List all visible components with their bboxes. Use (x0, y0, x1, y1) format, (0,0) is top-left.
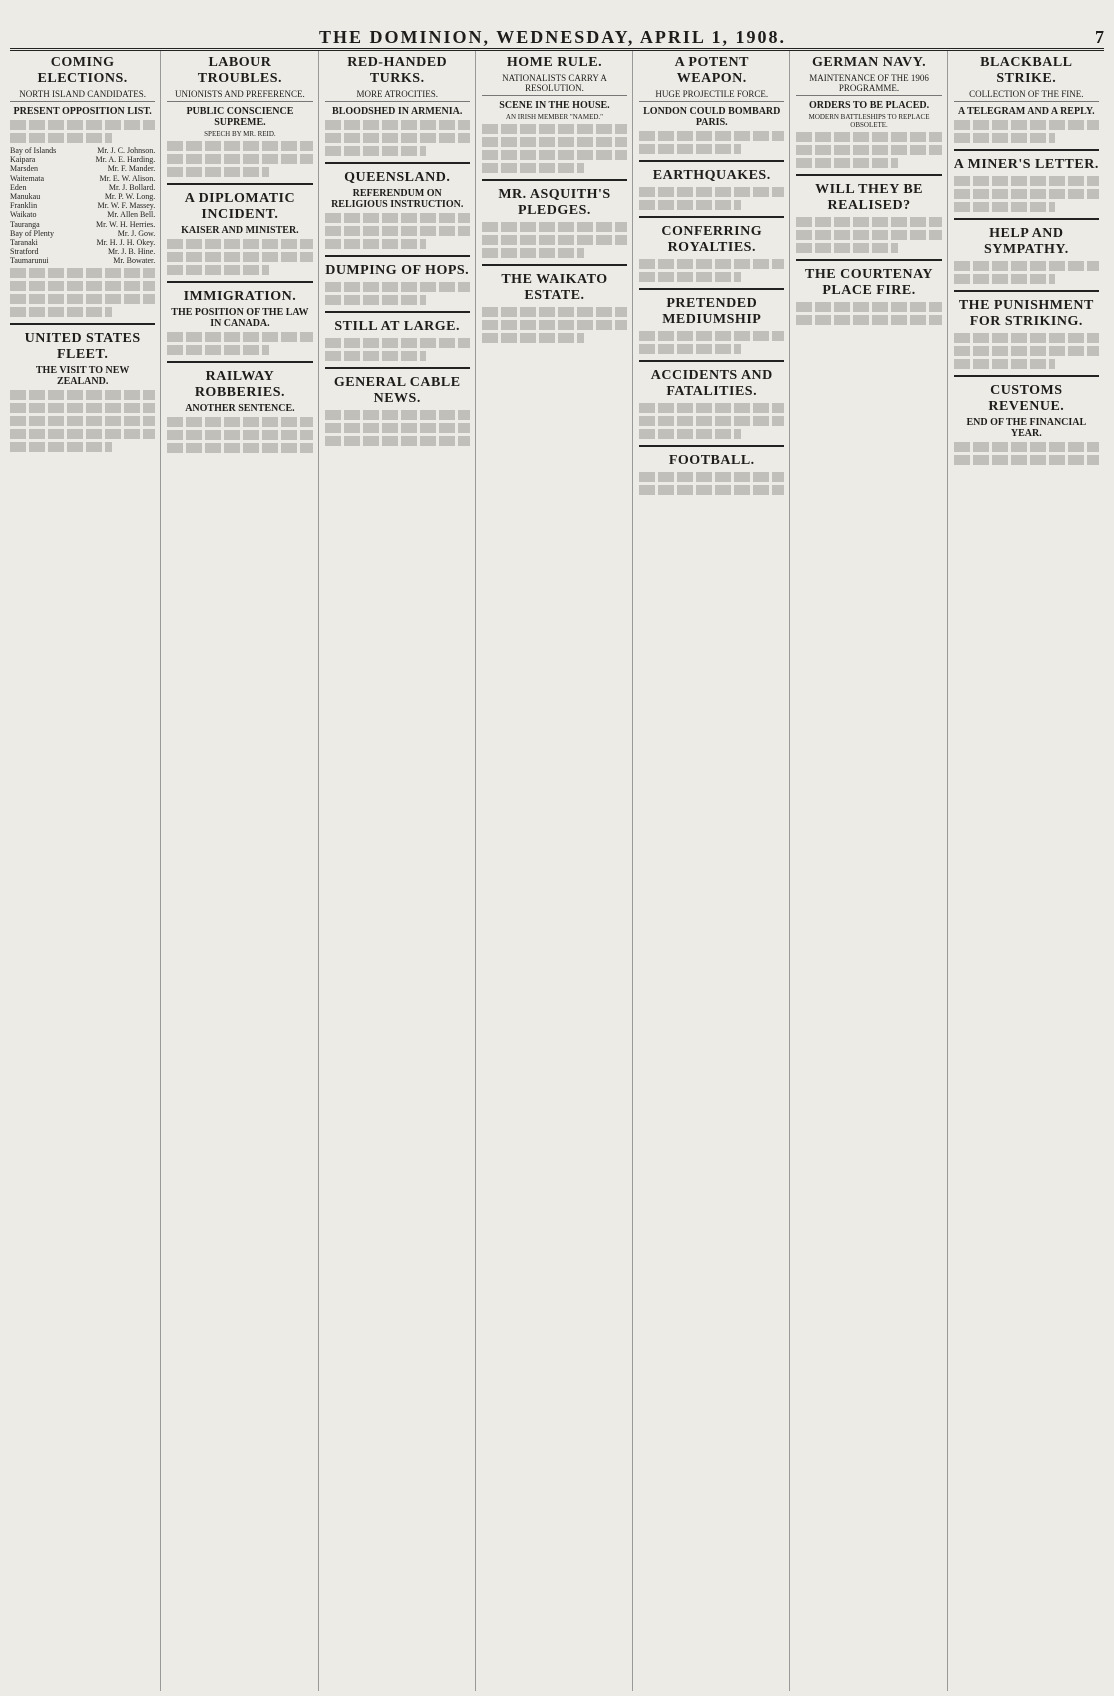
dek-1: NORTH ISLAND CANDIDATES. (10, 89, 155, 102)
electorate-name: Taumarunui (10, 256, 49, 266)
dek-2: UNIONISTS AND PREFERENCE. (167, 89, 312, 102)
page-number: 7 (1094, 27, 1104, 47)
subhead-4: SCENE IN THE HOUSE. (499, 100, 610, 111)
candidate-row (10, 201, 155, 210)
candidate-row (10, 192, 155, 201)
candidate-row (10, 210, 155, 219)
section-2-headline-col7: A MINER'S LETTER. (953, 157, 1099, 172)
candidate-name: Mr. E. W. Alison. (99, 173, 156, 183)
electorate-name: Manukau (10, 191, 41, 201)
dek-5: HUGE PROJECTILE FORCE. (639, 89, 784, 102)
section-2-headline-col5: EARTHQUAKES. (652, 168, 771, 183)
section-4-subhead-col2: ANOTHER SENTENCE. (185, 403, 295, 414)
headline-3: RED-HANDED TURKS. (347, 55, 448, 86)
candidate-name: Mr. P. W. Long. (104, 191, 156, 201)
dek-4: NATIONALISTS CARRY A RESOLUTION. (482, 73, 627, 96)
candidate-name: Mr. W. F. Massey. (97, 201, 156, 211)
candidate-list (10, 146, 155, 265)
subhead-3: BLOODSHED IN ARMENIA. (332, 106, 463, 117)
section-4-headline-col3: STILL AT LARGE. (334, 319, 461, 334)
section-3-headline-col3: DUMPING OF HOPS. (325, 263, 470, 278)
section-2-headline: UNITED STATES FLEET. (24, 331, 141, 363)
electorate-name: Taranaki (10, 237, 38, 247)
dek-6: MAINTENANCE OF THE 1906 PROGRAMME. (796, 73, 941, 96)
candidate-row (10, 174, 155, 183)
candidate-row (10, 220, 155, 229)
candidate-row (10, 229, 155, 238)
column-4 (482, 51, 633, 1691)
dek-3: MORE ATROCITIES. (325, 89, 470, 102)
section-5-subhead-col7: END OF THE FINANCIAL YEAR. (966, 417, 1087, 439)
column-1 (10, 51, 161, 1691)
candidate-row (10, 238, 155, 247)
section-3-headline-col6: THE COURTENAY PLACE FIRE. (805, 267, 934, 298)
electorate-name: Bay of Islands (10, 146, 57, 155)
candidate-name: Mr. Bowater. (113, 256, 156, 266)
section-2-headline-col2: A DIPLOMATIC INCIDENT. (184, 191, 296, 222)
electorate-name: Tauranga (10, 219, 40, 229)
dek-7: COLLECTION OF THE FINE. (954, 89, 1099, 102)
candidate-name: Mr. A. E. Harding. (95, 155, 156, 165)
section-5-headline-col5: ACCIDENTS AND FATALITIES. (650, 368, 773, 399)
candidate-row (10, 256, 155, 265)
candidate-name: Mr. H. J. H. Okey. (96, 237, 156, 247)
electorate-name: Stratford (10, 247, 39, 257)
candidate-row (10, 155, 155, 164)
column-3 (325, 51, 476, 1691)
section-2-subhead: THE VISIT TO NEW ZEALAND. (35, 365, 130, 388)
columns (10, 51, 1104, 1691)
headline-7: BLACKBALL STRIKE. (980, 55, 1073, 86)
byline-2: SPEECH BY MR. REID. (204, 130, 276, 138)
section-6-headline-col5: FOOTBALL. (668, 453, 755, 468)
section-4-headline-col7: THE PUNISHMENT FOR STRIKING. (958, 298, 1094, 329)
electorate-name: Kaipara (10, 155, 36, 165)
section-3-subhead-col2: THE POSITION OF THE LAW IN CANADA. (171, 307, 309, 329)
candidate-row (10, 183, 155, 192)
section-4-headline-col5: PRETENDED MEDIUMSHIP (662, 296, 762, 327)
subhead-2: PUBLIC CONSCIENCE SUPREME. (186, 106, 294, 128)
section-3-headline-col4: THE WAIKATO ESTATE. (501, 272, 608, 303)
byline-6: MODERN BATTLESHIPS TO REPLACE OBSOLETE. (808, 113, 930, 129)
candidate-row (10, 164, 155, 173)
masthead (10, 8, 1104, 51)
subhead-5: LONDON COULD BOMBARD PARIS. (643, 106, 781, 128)
section-5-headline-col7: CUSTOMS REVENUE. (988, 383, 1065, 414)
byline-4: AN IRISH MEMBER "NAMED." (505, 113, 604, 121)
candidate-row (10, 146, 155, 155)
electorate-name: Franklin (10, 201, 38, 211)
candidate-name: Mr. J. Gow. (117, 228, 156, 238)
candidate-name: Mr. J. Bollard. (108, 182, 156, 192)
electorate-name: Waitemata (10, 173, 45, 183)
electorate-name: Bay of Plenty (10, 228, 54, 238)
page-title: THE DOMINION, WEDNESDAY, APRIL 1, 1908. (319, 27, 786, 47)
candidate-name: Mr. Allen Bell. (107, 210, 156, 220)
candidate-row (10, 247, 155, 256)
electorate-name: Waikato (10, 210, 37, 220)
electorate-name: Marsden (10, 164, 38, 174)
column-6 (796, 51, 947, 1691)
headline-4: HOME RULE. (506, 55, 603, 70)
candidate-name: Mr. W. H. Herries. (95, 219, 156, 229)
column-5 (639, 51, 790, 1691)
section-3-headline-col2: IMMIGRATION. (183, 289, 297, 304)
electorate-name: Eden (10, 182, 27, 192)
section-4-headline-col2: RAILWAY ROBBERIES. (194, 369, 286, 400)
column-7 (954, 51, 1104, 1691)
headline-2: LABOUR TROUBLES. (197, 55, 283, 86)
candidate-name: Mr. J. B. Hine. (107, 247, 156, 257)
column-2 (167, 51, 318, 1691)
section-3-headline-col5: CONFERRING ROYALTIES. (661, 224, 763, 255)
section-2-headline-col4: MR. ASQUITH'S PLEDGES. (498, 187, 611, 218)
subhead-7: A TELEGRAM AND A REPLY. (958, 106, 1095, 117)
headline-6: GERMAN NAVY. (811, 55, 927, 70)
section-5-headline-col3: GENERAL CABLE NEWS. (333, 375, 461, 406)
candidate-name: Mr. J. C. Johnson. (97, 146, 156, 155)
headline-1: COMING ELECTIONS. (37, 55, 128, 86)
section-3-headline-col7: HELP AND SYMPATHY. (983, 226, 1069, 257)
section-2-subhead-col2: KAISER AND MINISTER. (181, 225, 299, 236)
section-2-headline-col6: WILL THEY BE REALISED? (815, 182, 924, 213)
section-2-subhead-col3: REFERENDUM ON RELIGIOUS INSTRUCTION. (331, 188, 464, 210)
headline-5: A POTENT WEAPON. (674, 55, 749, 86)
subhead-1: PRESENT OPPOSITION LIST. (13, 106, 152, 117)
section-2-headline-col3: QUEENSLAND. (344, 170, 451, 185)
candidate-name: Mr. F. Mander. (107, 164, 156, 174)
subhead-6: ORDERS TO BE PLACED. (808, 100, 930, 111)
